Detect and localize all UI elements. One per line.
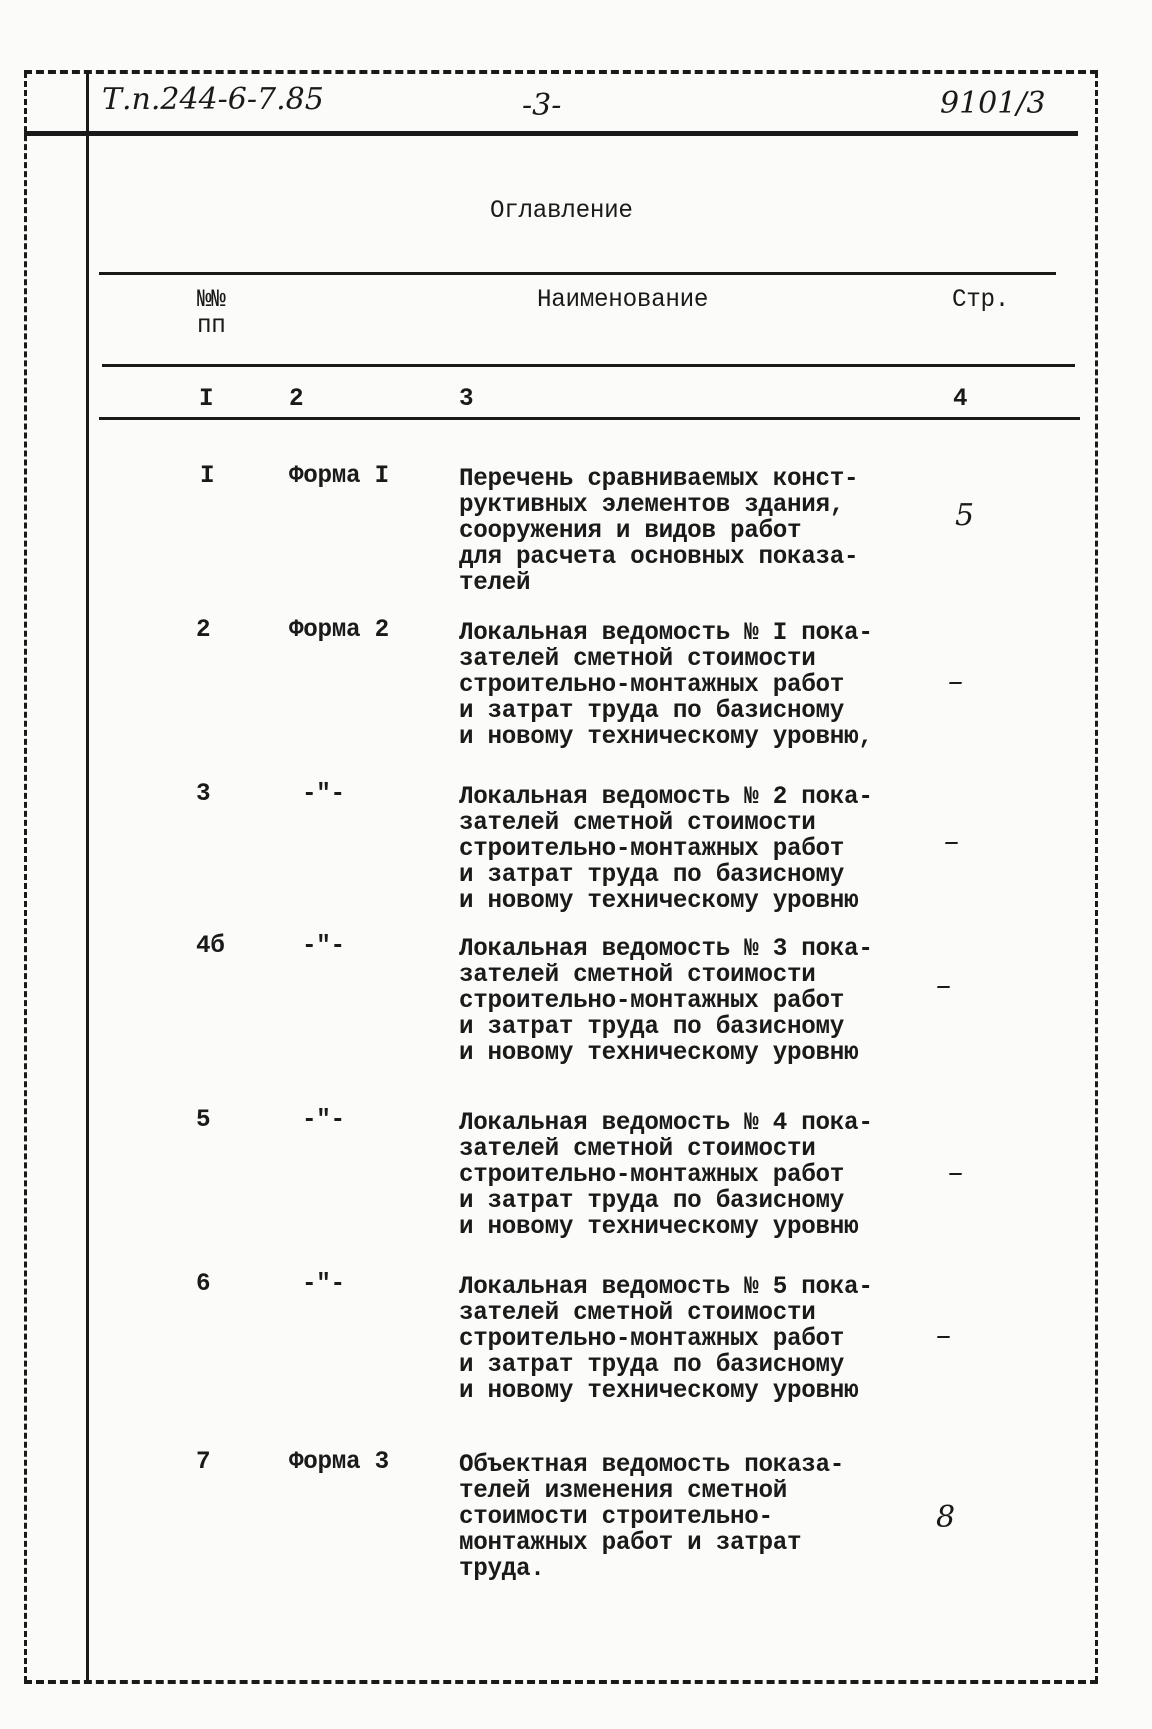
row-page: – bbox=[944, 824, 959, 859]
row-num: 3 bbox=[196, 779, 211, 808]
column-header-num: №№ пп bbox=[197, 285, 226, 340]
table-header-rule bbox=[102, 364, 1075, 367]
row-page: 5 bbox=[955, 498, 975, 533]
row-form: Форма 2 bbox=[289, 615, 389, 644]
page-title: Оглавление bbox=[490, 196, 633, 225]
row-num: 7 bbox=[196, 1447, 211, 1476]
frame-top-border bbox=[24, 70, 1098, 74]
row-name: Объектная ведомость показа- телей изменения сметной стоимости строительно- монтажных работ и затрат труда. bbox=[459, 1450, 845, 1583]
row-name: Локальная ведомость № 3 пока- зателей сметной стоимости строительно-монтажных работ и затрат труда по базисному и новому техническому уровню bbox=[459, 934, 873, 1067]
row-name: Локальная ведомость № 2 пока- зателей сметной стоимости строительно-монтажных работ и затрат труда по базисному и новому техническому уровню bbox=[459, 782, 873, 915]
row-page: 8 bbox=[936, 1500, 956, 1535]
frame-right-border bbox=[1095, 72, 1098, 1682]
column-number-1: I bbox=[199, 384, 214, 413]
row-form: Форма I bbox=[289, 461, 389, 490]
header-rule bbox=[24, 131, 1078, 136]
row-form: -"- bbox=[302, 779, 345, 808]
row-page: – bbox=[936, 1318, 951, 1353]
row-form: -"- bbox=[302, 1105, 345, 1134]
row-num: 5 bbox=[196, 1105, 211, 1134]
doc-code: Т.п.244-6-7.85 bbox=[102, 82, 324, 117]
row-num: 2 bbox=[196, 615, 211, 644]
row-name: Локальная ведомость № I пока- зателей сметной стоимости строительно-монтажных работ и затрат труда по базисному и новому техническому уровню, bbox=[459, 618, 873, 751]
row-name: Перечень сравниваемых конст- руктивных элементов здания, сооружения и видов работ для расчета основных показа- телей bbox=[459, 464, 859, 597]
binding-margin-line bbox=[86, 72, 89, 1682]
table-numbers-rule bbox=[99, 417, 1080, 420]
column-header-page: Стр. bbox=[952, 285, 1010, 314]
page-number: -3- bbox=[522, 88, 562, 123]
row-num: 4б bbox=[196, 931, 225, 960]
row-form: Форма 3 bbox=[289, 1447, 389, 1476]
row-page: – bbox=[948, 664, 963, 699]
column-number-3: 3 bbox=[459, 384, 474, 413]
table-top-rule bbox=[99, 272, 1056, 275]
row-page: – bbox=[936, 968, 951, 1003]
row-name: Локальная ведомость № 4 пока- зателей сметной стоимости строительно-монтажных работ и затрат труда по базисному и новому техническому уровню bbox=[459, 1108, 873, 1241]
row-num: 6 bbox=[196, 1269, 211, 1298]
row-form: -"- bbox=[302, 931, 345, 960]
row-num: I bbox=[200, 461, 215, 490]
sheet-code: 9101/3 bbox=[940, 86, 1046, 121]
column-number-2: 2 bbox=[289, 384, 304, 413]
frame-left-border bbox=[24, 72, 27, 1682]
column-header-name: Наименование bbox=[537, 285, 709, 314]
row-form: -"- bbox=[302, 1269, 345, 1298]
row-name: Локальная ведомость № 5 пока- зателей сметной стоимости строительно-монтажных работ и затрат труда по базисному и новому техническому уровню bbox=[459, 1272, 873, 1405]
frame-bottom-border bbox=[24, 1680, 1098, 1684]
column-number-4: 4 bbox=[953, 384, 968, 413]
row-page: – bbox=[948, 1155, 963, 1190]
